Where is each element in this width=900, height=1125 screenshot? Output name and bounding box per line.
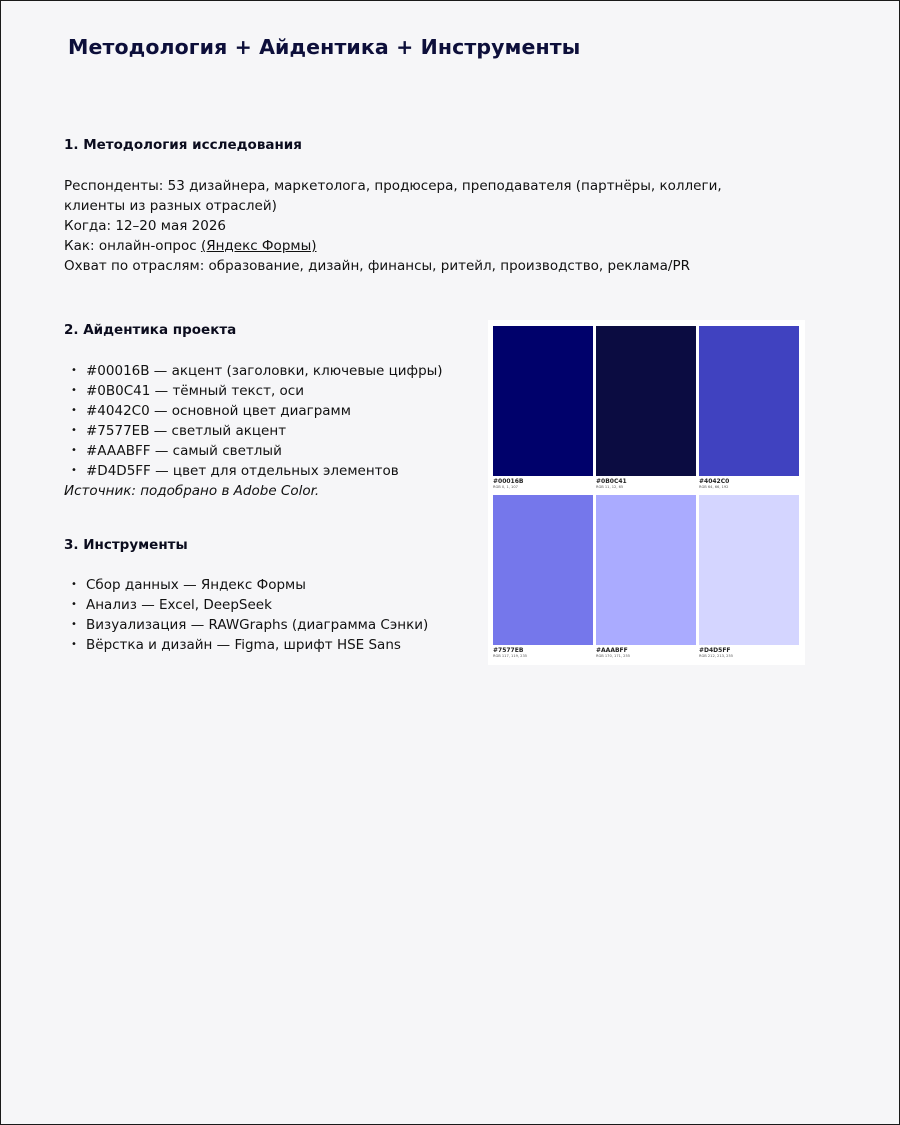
list-item: • Вёрстка и дизайн — Figma, шрифт HSE Sans (64, 635, 428, 655)
list-item: • #00016B — акцент (заголовки, ключевые цифры) (64, 361, 443, 381)
respondents-text: Респонденты: 53 дизайнера, маркетолога, продюсера, преподавателя (партнёры, коллеги, клиенты из разных отраслей) (64, 178, 722, 214)
color-palette (488, 320, 805, 665)
swatch-hex: #4042C0 (699, 478, 730, 485)
palette-swatch (699, 326, 799, 490)
coverage-text: Охват по отраслям: образование, дизайн, финансы, ритейл, производство, реклама/PR (64, 258, 690, 274)
list-item: • Визуализация — RAWGraphs (диаграмма Сэнки) (64, 615, 428, 635)
swatch-hex: #AAABFF (596, 647, 628, 654)
swatch-color (493, 326, 593, 476)
swatch-color (596, 495, 696, 645)
swatch-hex: #00016B (493, 478, 524, 485)
list-item: • Анализ — Excel, DeepSeek (64, 595, 428, 615)
palette-swatch (493, 495, 593, 659)
swatch-hex: #0B0C41 (596, 478, 627, 485)
list-item: • #0B0C41 — тёмный текст, оси (64, 381, 443, 401)
page-title: Методология + Айдентика + Инструменты (68, 35, 581, 59)
palette-swatch (596, 326, 696, 490)
swatch-color (596, 326, 696, 476)
how-prefix: Как: онлайн-опрос (64, 238, 201, 254)
yandex-forms-link[interactable]: (Яндекс Формы) (200, 238, 317, 254)
list-item: • Сбор данных — Яндекс Формы (64, 575, 428, 595)
swatch-rgb: RGB 212, 213, 255 (699, 654, 734, 658)
palette-swatch (699, 495, 799, 659)
identity-color-list (64, 361, 443, 481)
list-item: • #AAABFF — самый светлый (64, 441, 443, 461)
tools-block (64, 575, 428, 655)
swatch-color (699, 495, 799, 645)
when-text: Когда: 12–20 мая 2026 (64, 218, 227, 234)
list-item: • #D4D5FF — цвет для отдельных элементов (64, 461, 443, 481)
swatch-hex: #7577EB (493, 647, 524, 654)
identity-block (64, 361, 443, 501)
list-item: • #7577EB — светлый акцент (64, 421, 443, 441)
swatch-rgb: RGB 11, 12, 65 (596, 485, 624, 489)
swatch-rgb: RGB 64, 66, 192 (699, 485, 729, 489)
source-note: Источник: подобрано в Adobe Color. (64, 483, 320, 499)
methodology-heading: 1. Методология исследования (64, 137, 302, 153)
tools-list (64, 575, 428, 655)
methodology-block (64, 176, 764, 276)
palette-swatch (493, 326, 593, 490)
swatch-color (493, 495, 593, 645)
tools-heading: 3. Инструменты (64, 537, 188, 553)
swatch-rgb: RGB 0, 1, 107 (493, 485, 518, 489)
how-text (64, 236, 764, 256)
swatch-rgb: RGB 170, 171, 255 (596, 654, 631, 658)
list-item: • #4042C0 — основной цвет диаграмм (64, 401, 443, 421)
swatch-hex: #D4D5FF (699, 647, 731, 654)
identity-heading: 2. Айдентика проекта (64, 322, 237, 338)
swatch-color (699, 326, 799, 476)
swatch-rgb: RGB 117, 119, 235 (493, 654, 528, 658)
palette-swatch (596, 495, 696, 659)
